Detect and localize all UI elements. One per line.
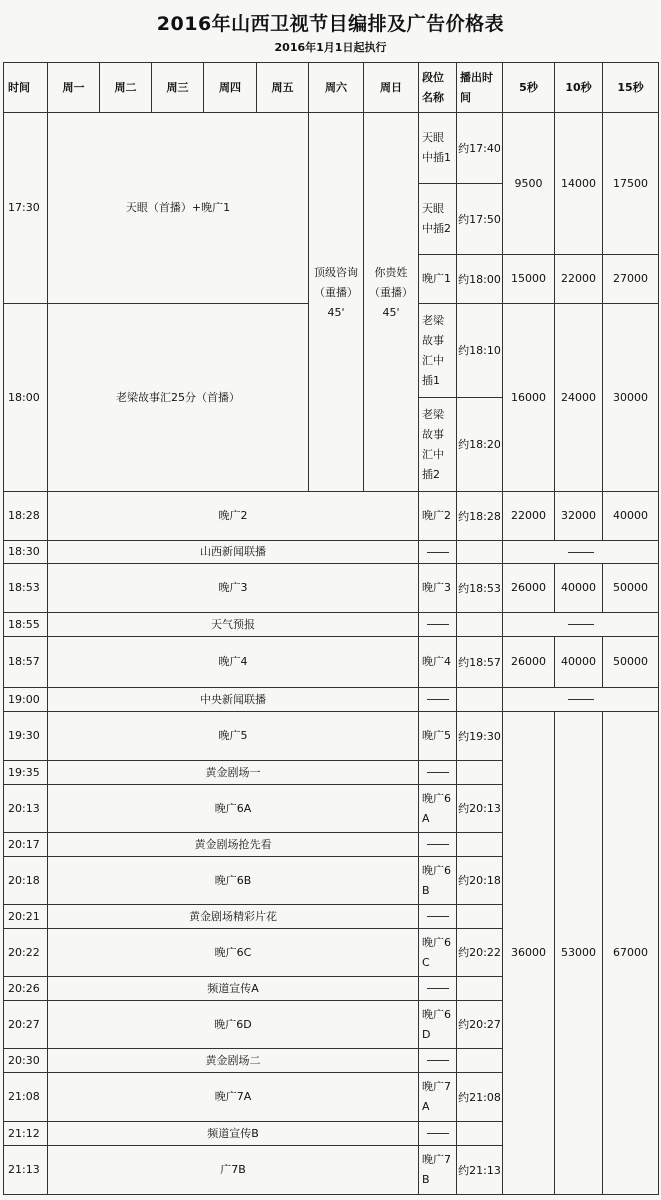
- price-10s-cell: 40000: [555, 564, 603, 613]
- col-header-sat: 周六: [309, 63, 364, 113]
- empty-air-cell: [457, 905, 503, 929]
- slot-name-cell: 晚广6A: [419, 785, 457, 833]
- saturday-program-cell: 顶级咨询（重播）45': [309, 113, 364, 492]
- price-5s-cell: 9500: [503, 113, 555, 255]
- page-header: [0, 0, 661, 60]
- slot-name-cell: 晚广6D: [419, 1001, 457, 1049]
- empty-slot-cell: [419, 1122, 457, 1146]
- time-cell: 21:08: [4, 1073, 48, 1122]
- air-time-cell: 约20:27: [457, 1001, 503, 1049]
- empty-price-cell: [503, 541, 659, 564]
- program-cell: 晚广4: [48, 637, 419, 688]
- price-10s-cell: 40000: [555, 637, 603, 688]
- slot-name-cell: 晚广5: [419, 712, 457, 761]
- time-cell: 19:35: [4, 761, 48, 785]
- slot-name-cell: 晚广3: [419, 564, 457, 613]
- air-time-cell: 约18:00: [457, 255, 503, 304]
- sunday-program-cell: 你贵姓（重播）45': [364, 113, 419, 492]
- price-15s-cell: 50000: [603, 637, 659, 688]
- price-5s-cell: 15000: [503, 255, 555, 304]
- air-time-cell: 约18:57: [457, 637, 503, 688]
- slot-name-cell: 天眼中插1: [419, 113, 457, 184]
- col-header-time: 时间: [4, 63, 48, 113]
- dash-mark: [427, 1133, 449, 1134]
- air-time-cell: 约20:13: [457, 785, 503, 833]
- program-cell: 广7B: [48, 1146, 419, 1195]
- air-time-cell: 约20:18: [457, 857, 503, 905]
- empty-slot-cell: [419, 613, 457, 637]
- program-cell: 频道宣传B: [48, 1122, 419, 1146]
- air-time-cell: 约18:10: [457, 304, 503, 398]
- price-10s-cell: 53000: [555, 712, 603, 1195]
- time-cell: 21:13: [4, 1146, 48, 1195]
- air-time-cell: 约18:20: [457, 398, 503, 492]
- dash-mark: [427, 772, 449, 773]
- empty-air-cell: [457, 977, 503, 1001]
- empty-price-cell: [503, 688, 659, 712]
- slot-name-cell: 晚广7B: [419, 1146, 457, 1195]
- dash-mark: [427, 988, 449, 989]
- empty-slot-cell: [419, 761, 457, 785]
- price-5s-cell: 16000: [503, 304, 555, 492]
- empty-slot-cell: [419, 541, 457, 564]
- dash-mark: [427, 699, 449, 700]
- col-header-mon: 周一: [48, 63, 100, 113]
- table-row: [4, 712, 659, 761]
- program-cell: 中央新闻联播: [48, 688, 419, 712]
- program-cell: 晚广6D: [48, 1001, 419, 1049]
- col-header-air-time: 播出时间: [457, 63, 503, 113]
- price-5s-cell: 26000: [503, 564, 555, 613]
- empty-air-cell: [457, 1049, 503, 1073]
- price-10s-cell: 22000: [555, 255, 603, 304]
- time-cell: 18:57: [4, 637, 48, 688]
- dash-mark: [427, 552, 449, 553]
- time-cell: 17:30: [4, 113, 48, 304]
- slot-name-cell: 晚广1: [419, 255, 457, 304]
- air-time-cell: 约20:22: [457, 929, 503, 977]
- price-10s-cell: 14000: [555, 113, 603, 255]
- empty-slot-cell: [419, 688, 457, 712]
- price-15s-cell: 27000: [603, 255, 659, 304]
- dash-mark: [427, 1060, 449, 1061]
- table-header-row: [4, 63, 659, 113]
- col-header-thu: 周四: [204, 63, 257, 113]
- program-cell: 黄金剧场一: [48, 761, 419, 785]
- time-cell: 20:21: [4, 905, 48, 929]
- table-row: [4, 492, 659, 541]
- price-5s-cell: 22000: [503, 492, 555, 541]
- time-cell: 19:30: [4, 712, 48, 761]
- program-cell: 黄金剧场精彩片花: [48, 905, 419, 929]
- empty-air-cell: [457, 613, 503, 637]
- price-15s-cell: 17500: [603, 113, 659, 255]
- program-cell: 晚广5: [48, 712, 419, 761]
- air-time-cell: 约19:30: [457, 712, 503, 761]
- price-15s-cell: 67000: [603, 712, 659, 1195]
- air-time-cell: 约21:08: [457, 1073, 503, 1122]
- program-cell: 晚广6A: [48, 785, 419, 833]
- air-time-cell: 约21:13: [457, 1146, 503, 1195]
- time-cell: 18:28: [4, 492, 48, 541]
- air-time-cell: 约17:40: [457, 113, 503, 184]
- col-header-tue: 周二: [100, 63, 152, 113]
- table-row: [4, 613, 659, 637]
- time-cell: 20:22: [4, 929, 48, 977]
- program-cell: 天气预报: [48, 613, 419, 637]
- dash-mark: [568, 699, 594, 700]
- air-time-cell: 约18:53: [457, 564, 503, 613]
- time-cell: 18:55: [4, 613, 48, 637]
- dash-mark: [427, 844, 449, 845]
- table-row: [4, 564, 659, 613]
- program-cell: 黄金剧场抢先看: [48, 833, 419, 857]
- table-row: [4, 637, 659, 688]
- empty-air-cell: [457, 1122, 503, 1146]
- table-row: [4, 113, 659, 184]
- table-row: [4, 541, 659, 564]
- time-cell: 18:30: [4, 541, 48, 564]
- time-cell: 20:17: [4, 833, 48, 857]
- price-15s-cell: 30000: [603, 304, 659, 492]
- dash-mark: [568, 552, 594, 553]
- effective-date: 2016年1月1日起执行: [274, 41, 387, 54]
- col-header-wed: 周三: [152, 63, 204, 113]
- col-header-sun: 周日: [364, 63, 419, 113]
- dash-mark: [427, 916, 449, 917]
- empty-air-cell: [457, 688, 503, 712]
- empty-slot-cell: [419, 1049, 457, 1073]
- time-cell: 19:00: [4, 688, 48, 712]
- col-header-slot-name: 段位名称: [419, 63, 457, 113]
- time-cell: 18:00: [4, 304, 48, 492]
- price-10s-cell: 32000: [555, 492, 603, 541]
- table-row: [4, 688, 659, 712]
- slot-name-cell: 晚广6C: [419, 929, 457, 977]
- time-cell: 21:12: [4, 1122, 48, 1146]
- price-5s-cell: 36000: [503, 712, 555, 1195]
- slot-name-cell: 老梁故事汇中插1: [419, 304, 457, 398]
- empty-slot-cell: [419, 977, 457, 1001]
- dash-mark: [427, 624, 449, 625]
- slot-name-cell: 老梁故事汇中插2: [419, 398, 457, 492]
- slot-name-cell: 晚广4: [419, 637, 457, 688]
- time-cell: 20:27: [4, 1001, 48, 1049]
- program-cell: 晚广6C: [48, 929, 419, 977]
- slot-name-cell: 天眼中插2: [419, 184, 457, 255]
- schedule-price-table: [3, 62, 659, 1195]
- col-header-10s: 10秒: [555, 63, 603, 113]
- empty-price-cell: [503, 613, 659, 637]
- time-cell: 20:30: [4, 1049, 48, 1073]
- time-cell: 20:26: [4, 977, 48, 1001]
- price-5s-cell: 26000: [503, 637, 555, 688]
- empty-air-cell: [457, 541, 503, 564]
- slot-name-cell: 晚广6B: [419, 857, 457, 905]
- program-cell: 频道宣传A: [48, 977, 419, 1001]
- page-title: 2016年山西卫视节目编排及广告价格表: [156, 13, 505, 35]
- empty-air-cell: [457, 833, 503, 857]
- price-15s-cell: 50000: [603, 564, 659, 613]
- time-cell: 20:13: [4, 785, 48, 833]
- program-cell: 黄金剧场二: [48, 1049, 419, 1073]
- empty-air-cell: [457, 761, 503, 785]
- program-cell: 晚广2: [48, 492, 419, 541]
- price-10s-cell: 24000: [555, 304, 603, 492]
- program-cell: 山西新闻联播: [48, 541, 419, 564]
- air-time-cell: 约17:50: [457, 184, 503, 255]
- program-cell: 晚广6B: [48, 857, 419, 905]
- slot-name-cell: 晚广2: [419, 492, 457, 541]
- empty-slot-cell: [419, 833, 457, 857]
- time-cell: 20:18: [4, 857, 48, 905]
- time-cell: 18:53: [4, 564, 48, 613]
- program-cell: 晚广3: [48, 564, 419, 613]
- col-header-15s: 15秒: [603, 63, 659, 113]
- dash-mark: [568, 624, 594, 625]
- program-cell: 天眼（首播）+晚广1: [48, 113, 309, 304]
- col-header-fri: 周五: [257, 63, 309, 113]
- program-cell: 老梁故事汇25分（首播）: [48, 304, 309, 492]
- empty-slot-cell: [419, 905, 457, 929]
- slot-name-cell: 晚广7A: [419, 1073, 457, 1122]
- program-cell: 晚广7A: [48, 1073, 419, 1122]
- air-time-cell: 约18:28: [457, 492, 503, 541]
- col-header-5s: 5秒: [503, 63, 555, 113]
- price-15s-cell: 40000: [603, 492, 659, 541]
